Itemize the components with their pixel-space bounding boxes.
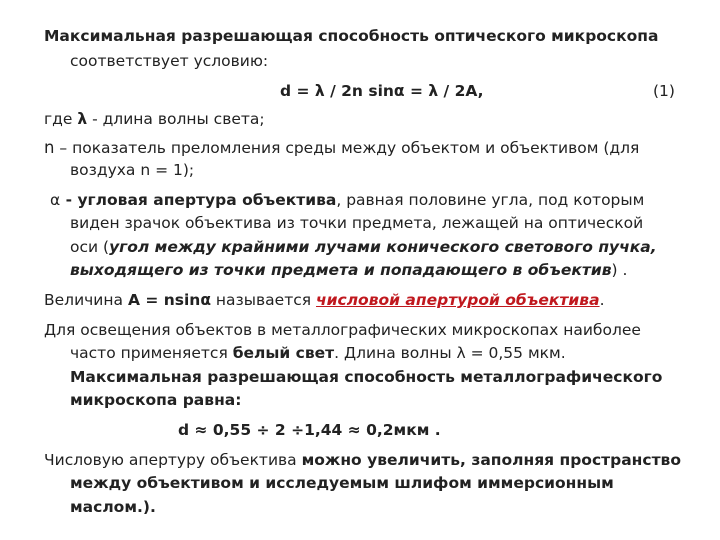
formula-line: [280, 80, 484, 102]
line-17: [44, 449, 681, 471]
text-l11-bold: А = nsinα: [127, 291, 211, 309]
text-l1: Максимальная разрешающая способность оптического микроскопа: [44, 27, 659, 45]
text-l13-pre: часто применяется: [70, 344, 233, 362]
text-l11-mid: называется: [211, 291, 317, 309]
line-1: [44, 25, 658, 47]
symbol-alpha: α: [50, 191, 61, 209]
text-l5-post: – показатель преломления среды между объектом и объективом (для: [54, 139, 640, 157]
text-l18: между объективом и исследуемым шлифом иммерсионным: [70, 474, 614, 492]
text-l12: Для освещения объектов в металлографических микроскопах наиболее: [44, 321, 641, 339]
line-14: [70, 366, 662, 388]
line-10: [70, 259, 627, 281]
line-19: [70, 496, 156, 518]
line-12: [44, 319, 641, 341]
line-6: [70, 159, 194, 181]
text-l14: Максимальная разрешающая способность металлографического: [70, 368, 663, 386]
line-13: [70, 342, 566, 364]
line-11: [44, 289, 605, 311]
formula-num: (1): [653, 82, 675, 100]
text-l7-post: , равная половине угла, под которым: [336, 191, 645, 209]
line-18: [70, 472, 614, 494]
line-15: [70, 389, 241, 411]
text-l19: маслом.).: [70, 498, 156, 516]
result-formula-line: [178, 419, 441, 441]
line-8: [70, 212, 643, 234]
line-4: [44, 108, 265, 130]
text-l17-bold: можно увеличить, заполняя пространство: [301, 451, 682, 469]
line-9: [70, 236, 657, 258]
text-l10-post: ) .: [611, 261, 628, 279]
line-5: [44, 137, 639, 159]
highlight-numerical-aperture: числовой апертурой объектива: [316, 291, 600, 309]
line-7: [50, 189, 644, 211]
text-l15: микроскопа равна:: [70, 391, 242, 409]
symbol-lambda: λ: [77, 110, 88, 128]
text-l11-post: .: [599, 291, 605, 309]
line-2: [70, 50, 268, 72]
symbol-n: n: [44, 138, 55, 157]
text-l4-post: - длина волны света;: [87, 110, 265, 128]
text-l9-pre: оси (: [70, 238, 110, 256]
text-l13-post: . Длина волны λ = 0,55 мкм.: [334, 344, 566, 362]
text-l10-bold-italic: выходящего из точки предмета и попадающего в объектив: [70, 261, 612, 279]
formula-number: [653, 80, 675, 102]
text-l4-pre: где: [44, 110, 78, 128]
text-l6: воздуха n = 1);: [70, 161, 195, 179]
text-l8: виден зрачок объектива из точки предмета, лежащей на оптической: [70, 214, 644, 232]
text-l13-bold: белый свет: [232, 344, 335, 362]
text-l11-pre: Величина: [44, 291, 128, 309]
text-l9-bold-italic: угол между крайними лучами конического светового пучка,: [109, 238, 657, 256]
text-l7-bold: - угловая апертура объектива: [60, 191, 337, 209]
text-l17-pre: Числовую апертуру объектива: [44, 451, 302, 469]
result-formula: d ≈ 0,55 ÷ 2 ÷1,44 ≈ 0,2мкм .: [178, 421, 441, 439]
formula: d = λ / 2n sinα = λ / 2A,: [280, 82, 484, 100]
text-l2: соответствует условию:: [70, 52, 269, 70]
